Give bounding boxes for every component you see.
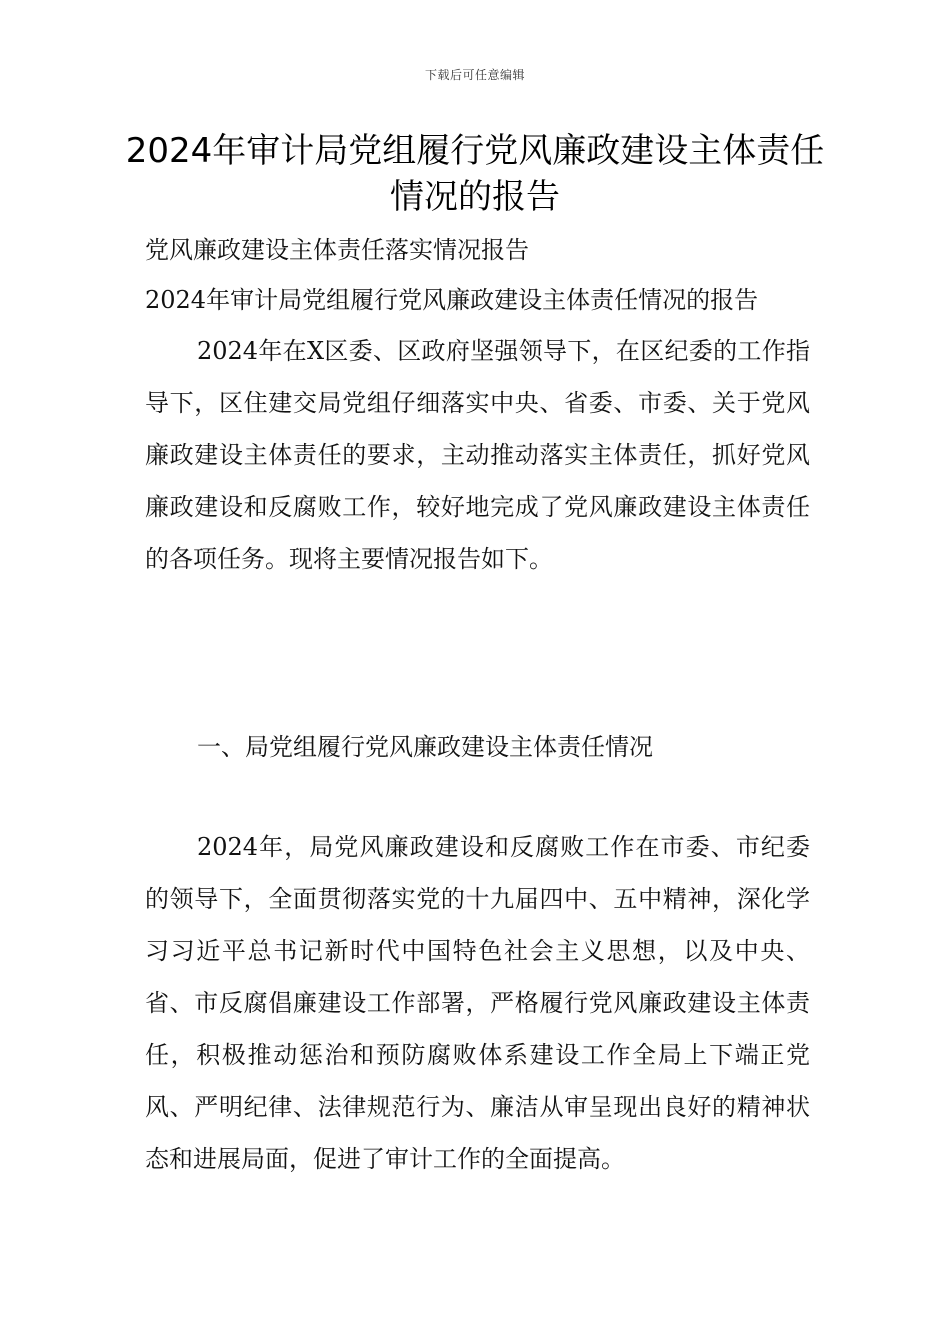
subtitle-2: 2024年审计局党组履行党风廉政建设主体责任情况的报告 — [145, 286, 759, 314]
intro-paragraph: 2024年在X区委、区政府坚强领导下，在区纪委的工作指导下，区住建交局党组仔细落实中央、省委、市委、关于党风廉政建设主体责任的要求，主动推动落实主体责任，抓好党风廉政建设和反腐败工作，较好地完成了党风廉政建设主体责任的各项任务。现将主要情况报告如下。 — [145, 337, 810, 573]
header-note: 下载后可任意编辑 — [424, 68, 525, 82]
document-title: 2024年审计局党组履行党风廉政建设主体责任情况的报告 — [125, 131, 825, 217]
subtitle-1: 党风廉政建设主体责任落实情况报告 — [145, 236, 529, 264]
section-1-paragraph: 2024年，局党风廉政建设和反腐败工作在市委、市纪委的领导下，全面贯彻落实党的十九届四中、五中精神，深化学习习近平总书记新时代中国特色社会主义思想，以及中央、省、市反腐倡廉建设工作部署，严格履行党风廉政建设主体责任，积极推动惩治和预防腐败体系建设工作全局上下端正党风、严明纪律、法律规范行为、廉洁从审呈现出良好的精神状态和进展局面，促进了审计工作的全面提高。 — [145, 833, 810, 1173]
section-1-heading: 一、局党组履行党风廉政建设主体责任情况 — [197, 733, 653, 761]
